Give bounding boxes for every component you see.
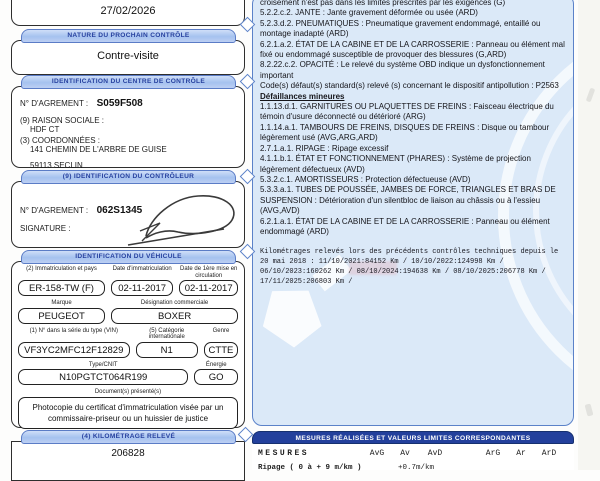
next-control-date-box: [11, 0, 245, 26]
immat-label: (2) Immatriculation et pays: [26, 266, 97, 272]
mesures-table-label: MESURES: [258, 449, 310, 458]
controller-agrement-number: 062S1345: [96, 205, 143, 216]
defect-minor-item: 1.1.14.a.1. TAMBOURS DE FREINS, DISQUES DE FREINS : Disque ou tambour légèrement usé (AVG,ARG,ARD): [260, 122, 550, 143]
mesure-ripage-value: +0.7m/km: [397, 464, 434, 472]
center-agrement-label: N° D'AGREMENT :: [20, 99, 89, 108]
defect-major-item: 5.2.3.d.2. PNEUMATIQUES : Pneumatique gravement endommagé, entaillé ou montage inadapté (ARD): [260, 18, 541, 39]
marque-value: PEUGEOT: [18, 308, 105, 324]
genre-label: Genre: [212, 327, 230, 334]
mesures-col-avd: AvD: [427, 449, 443, 458]
defect-minor-item: 4.1.1.b.1. ÉTAT ET FONCTIONNEMENT (PHARES) : Système de projection légèrement défectueux (AVD): [260, 154, 531, 174]
section-header-controleur: (9) IDENTIFICATION DU CONTRÔLEUR: [21, 170, 236, 184]
section-header-centre-controle: IDENTIFICATION DU CENTRE DE CONTRÔLE: [21, 75, 236, 89]
mesures-table: [252, 444, 574, 470]
marque-label: Marque: [51, 300, 72, 306]
vin-label: (1) N° dans la série du type (VIN): [29, 327, 118, 334]
mesures-col-ar: Ar: [516, 449, 526, 458]
section-header-vehicule: IDENTIFICATION DU VÉHICULE: [21, 250, 236, 264]
defect-intro-partial: croisement n'est pas dans les limites prescrites par les exigences (G): [260, 0, 506, 7]
defect-minor-item: 1.1.13.d.1. GARNITURES OU PLAQUETTES DE FREINS : Faisceau électrique du témoin d'usure déconnecté ou détérioré (ARG): [260, 102, 554, 122]
center-agrement-number: S059F508: [96, 98, 143, 109]
defect-major-item: 6.2.1.a.2. ÉTAT DE LA CABINE ET DE LA CARROSSERIE : Panneau ou élément mal fixé ou endommagé susceptible de provoquer des blessures (G,ARD): [260, 39, 565, 60]
date-immat-label: Date d'immatriculation: [112, 266, 172, 272]
defect-major-item: 5.2.2.c.2. JANTE : Jante gravement déformée ou usée (ARD): [260, 8, 478, 18]
controleur-box: [11, 181, 245, 248]
scan-page-edge: [578, 0, 600, 470]
nature-prochain-controle-value: Contre-visite: [97, 50, 159, 62]
diamond-connector-icon: [238, 427, 254, 443]
section-header-nature-prochain-controle: NATURE DU PROCHAIN CONTRÔLE: [21, 29, 236, 43]
categorie-label: (5) Catégorie internationale: [148, 327, 185, 340]
scan-artifact: [586, 88, 595, 103]
next-control-date: 27/02/2026: [100, 5, 156, 17]
controller-signature-mark: [124, 190, 254, 250]
vin-value: VF3YC2MFC12F12829: [18, 342, 130, 358]
center-coordonnees-label: (3) COORDONNÉES :: [20, 136, 101, 145]
energie-value: GO: [194, 369, 238, 385]
kilometrage-value: 206828: [111, 448, 145, 459]
date-mec-label: Date de 1ère mise en circulation: [180, 266, 238, 279]
immat-value: ER-158-TW (F): [18, 280, 105, 296]
nature-prochain-controle-box: [11, 40, 245, 75]
defect-minor-item: 5.3.3.a.1. TUBES DE POUSSÉE, JAMBES DE FORCE, TRIANGLES ET BRAS DE SUSPENSION : Détérioration d'un silentbloc de liaison au châssis ou à l'essieu (AVG,AVD): [260, 185, 556, 216]
documents-label: Document(s) présenté(s): [94, 389, 162, 395]
mesures-col-avg: AvG: [369, 449, 385, 458]
defect-minor-item: 5.3.2.c.1. AMORTISSEURS : Protection défectueuse (AVD): [260, 174, 471, 184]
defect-major-item: 8.2.22.c.2. OPACITÉ : Le relevé du système OBD indique un dysfonctionnement important: [260, 60, 545, 80]
defect-code-standard: Code(s) défaut(s) standard(s) relevé (s) concernant le dispositif antipollution : P2563: [260, 81, 559, 91]
mesures-col-av: Av: [400, 449, 410, 458]
date-immat-value: 02-11-2017: [111, 280, 173, 296]
center-address-line2: 59113 SECLIN: [30, 161, 83, 170]
mesure-ripage-label: Ripage ( 0 à + 9 m/km ): [258, 464, 362, 472]
mileage-history-text: Kilométrages relevés lors des précédents contrôles techniques depuis le 20 mai 2018 : 11/10/2021:84152 Km / 10/10/2022:124998 Km / 06/10/2023:160262 Km / 08/10/2024:194638 Km / 08/10/2025:206778 Km / 17/11/2025:206803 Km /: [260, 248, 559, 287]
defects-panel: [252, 0, 574, 426]
mesures-col-arg: ArG: [485, 449, 501, 458]
controller-signature-label: SIGNATURE :: [20, 224, 71, 233]
defect-minor-item: 2.7.1.a.1. RIPAGE : Ripage excessif: [260, 143, 389, 153]
minor-defects-heading: Défaillances mineures: [260, 91, 345, 101]
controller-agrement-label: N° D'AGREMENT :: [20, 206, 89, 215]
defect-minor-item: 6.2.1.a.1. ÉTAT DE LA CABINE ET DE LA CARROSSERIE : Panneau ou élément endommagé (ARD): [260, 216, 550, 236]
mesures-col-ard: ArD: [541, 449, 557, 458]
documents-value: Photocopie du certificat d'immatriculation visée par un commissaire-priseur ou un huissier de justice: [18, 397, 238, 429]
centre-controle-box: [11, 86, 245, 168]
designation-value: BOXER: [111, 308, 238, 324]
section-header-mesures: MESURES RÉALISÉES ET VALEURS LIMITES CORRESPONDANTES: [252, 431, 574, 444]
date-mec-value: 02-11-2017: [179, 280, 238, 296]
energie-label: Énergie: [205, 361, 227, 368]
categorie-value: N1: [136, 342, 198, 358]
section-header-kilometrage: (4) KILOMÉTRAGE RELEVÉ: [21, 430, 236, 444]
kilometrage-box: [11, 441, 245, 481]
type-cnit-label: Type/CNIT: [88, 361, 118, 368]
type-cnit-value: N10PGTCT064R199: [18, 369, 188, 385]
center-address-line1: 141 CHEMIN DE L'ARBRE DE GUISE: [30, 145, 167, 154]
designation-label: Désignation commerciale: [140, 300, 209, 306]
scan-artifact: [585, 403, 594, 416]
vehicule-box: [11, 261, 245, 428]
center-raison-sociale-label: (9) RAISON SOCIALE :: [20, 116, 105, 125]
center-raison-sociale: HDF CT: [30, 125, 60, 134]
genre-value: CTTE: [204, 342, 238, 358]
